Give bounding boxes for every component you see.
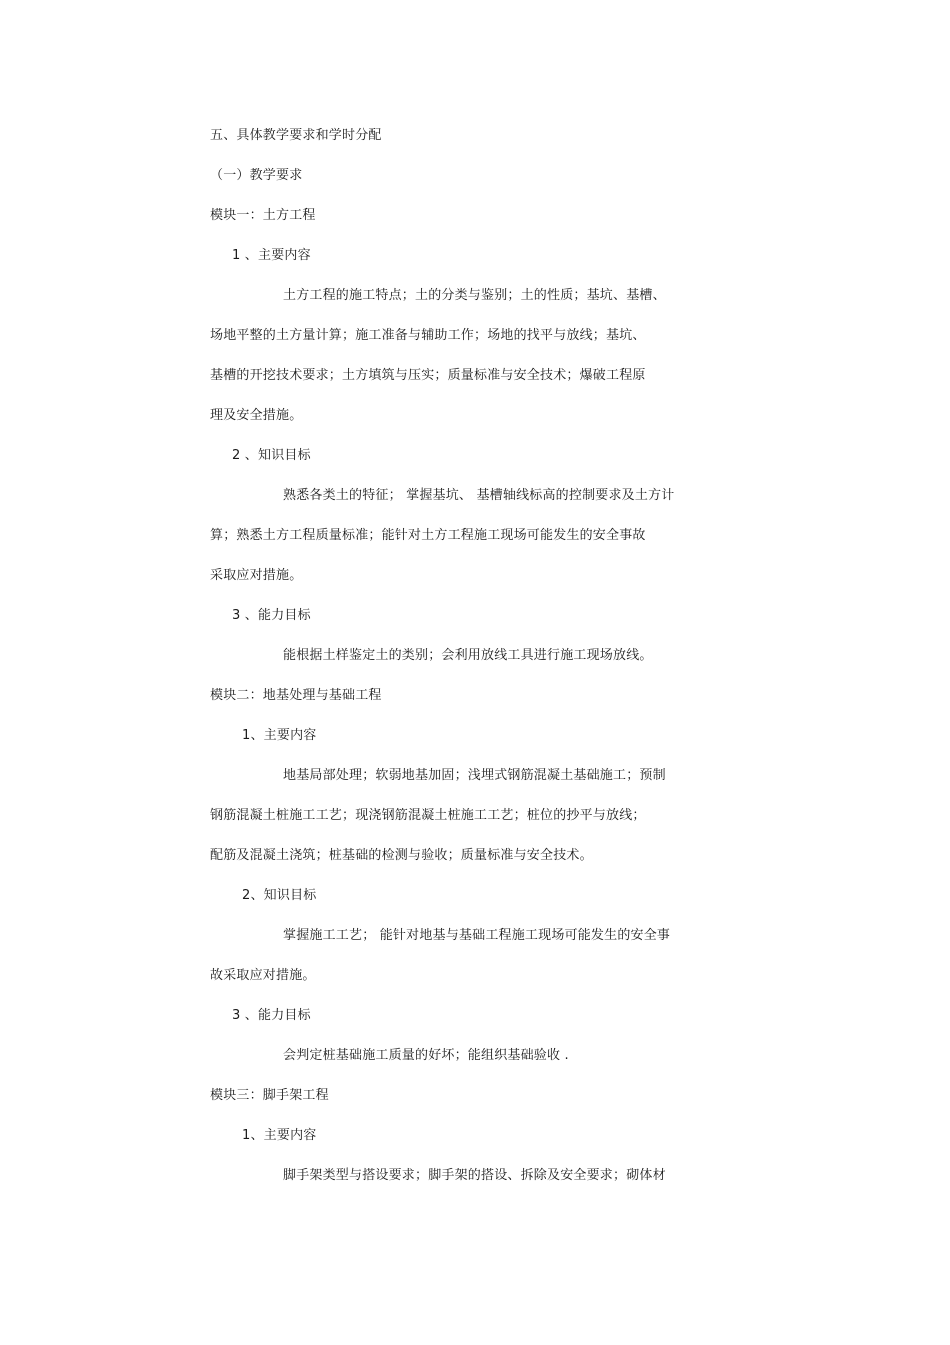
- paragraph-line: 熟悉各类土的特征； 掌握基坑、 基槽轴线标高的控制要求及土方计: [283, 488, 675, 503]
- item-heading: 2 、知识目标: [232, 448, 311, 463]
- item-heading: 1、主要内容: [242, 728, 317, 743]
- subsection-heading: （一）教学要求: [210, 168, 303, 183]
- section-heading: 五、具体教学要求和学时分配: [210, 128, 382, 143]
- paragraph-line: 地基局部处理；软弱地基加固；浅埋式钢筋混凝土基础施工；预制: [283, 768, 666, 783]
- paragraph-line: 基槽的开挖技术要求；土方填筑与压实；质量标准与安全技术；爆破工程原: [210, 368, 646, 383]
- module-three-heading: 模块三：脚手架工程: [210, 1088, 329, 1103]
- module-two-heading: 模块二：地基处理与基础工程: [210, 688, 382, 703]
- item-heading: 2、知识目标: [242, 888, 317, 903]
- item-heading: 1 、主要内容: [232, 248, 311, 263]
- module-one-heading: 模块一：土方工程: [210, 208, 316, 223]
- paragraph-line: 掌握施工工艺； 能针对地基与基础工程施工现场可能发生的安全事: [283, 928, 671, 943]
- item-heading: 3 、能力目标: [232, 608, 311, 623]
- paragraph-line: 土方工程的施工特点；土的分类与鉴别；土的性质；基坑、基槽、: [283, 288, 666, 303]
- paragraph-line: 场地平整的土方量计算；施工准备与辅助工作；场地的找平与放线；基坑、: [210, 328, 646, 343]
- paragraph-line: 钢筋混凝土桩施工工艺；现浇钢筋混凝土桩施工工艺；桩位的抄平与放线；: [210, 808, 646, 823]
- item-heading: 1、主要内容: [242, 1128, 317, 1143]
- paragraph-line: 能根据土样鉴定土的类别；会利用放线工具进行施工现场放线。: [283, 648, 653, 663]
- paragraph-line: 采取应对措施。: [210, 568, 303, 583]
- paragraph-line: 理及安全措施。: [210, 408, 303, 423]
- paragraph-line: 脚手架类型与搭设要求；脚手架的搭设、拆除及安全要求；砌体材: [283, 1168, 666, 1183]
- item-heading: 3 、能力目标: [232, 1008, 311, 1023]
- paragraph-line: 算；熟悉土方工程质量标准；能针对土方工程施工现场可能发生的安全事故: [210, 528, 646, 543]
- paragraph-line: 配筋及混凝土浇筑；桩基础的检测与验收；质量标准与安全技术。: [210, 848, 593, 863]
- paragraph-line: 故采取应对措施。: [210, 968, 316, 983]
- paragraph-line: 会判定桩基础施工质量的好坏；能组织基础验收 .: [283, 1048, 569, 1063]
